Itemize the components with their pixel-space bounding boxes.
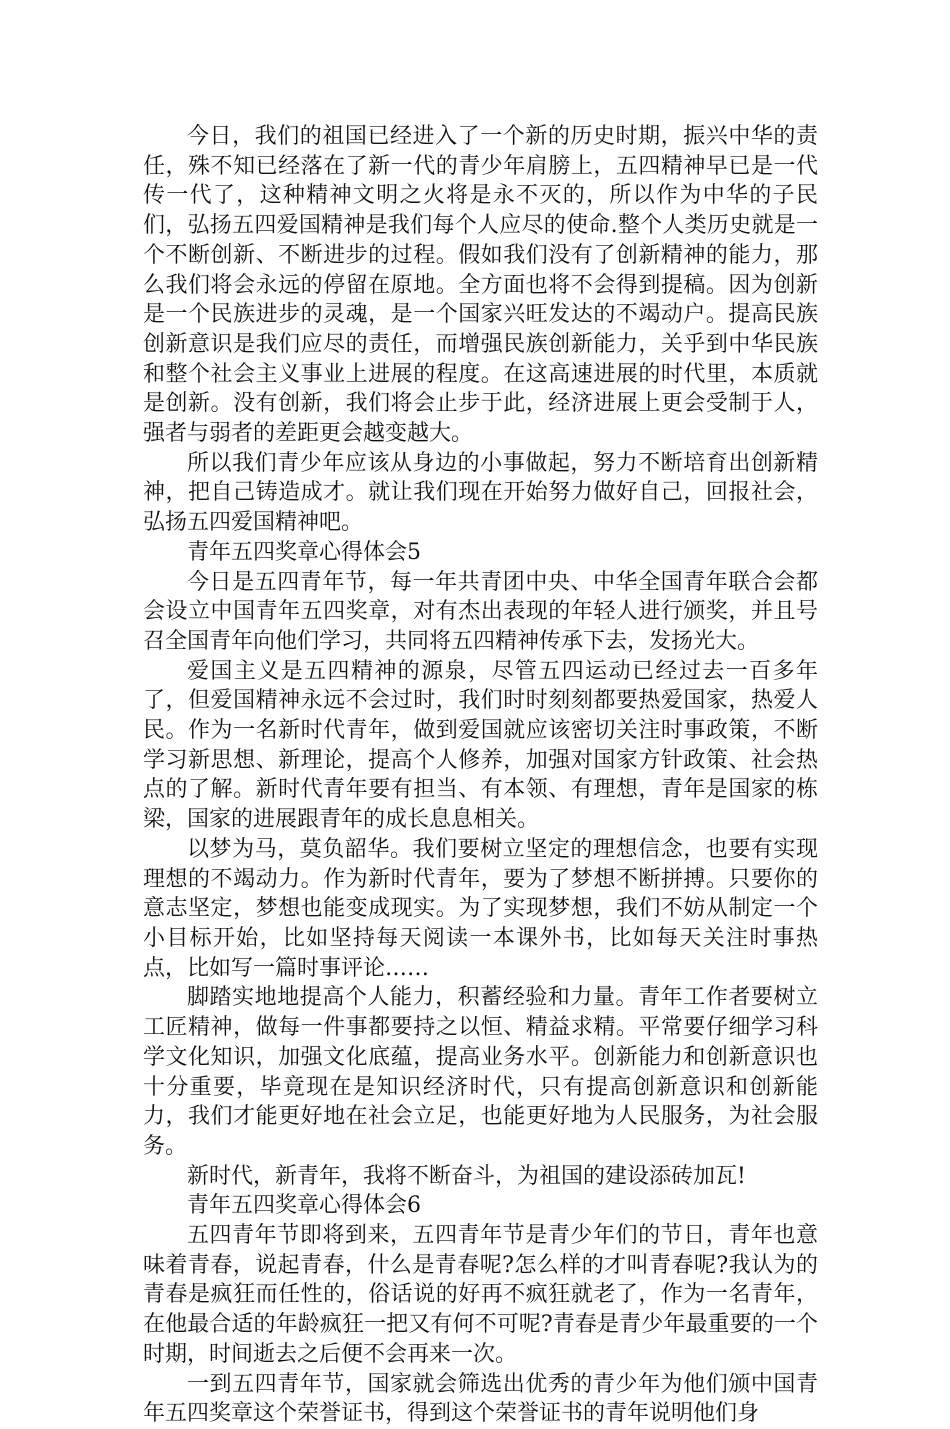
paragraph-what-is-youth: 五四青年节即将到来，五四青年节是青少年们的节日，青年也意味着青春，说起青春，什么是青春呢?怎么样的才叫青春呢?我认为的青春是疯狂而任性的，俗话说的好再不疯狂就老了，作为一名青年，在他最合适的年龄疯狂一把又有何不可呢?青春是青少年最重要的一个时期，时间逝去之后便不会再来一次。 [143, 1223, 818, 1367]
section-heading-5: 青年五四奖章心得体会5 [187, 539, 421, 565]
paragraph-dream: 以梦为马，莫负韶华。我们要树立坚定的理想信念，也要有实现理想的不竭动力。作为新时代青年，要为了梦想不断拼搏。只要你的意志坚定，梦想也能变成现实。为了实现梦想，我们不妨从制定一个小目标开始，比如坚持每天阅读一本课外书，比如每天关注时事热点，比如写一篇时事评论…… [143, 836, 818, 981]
paragraph-patriotism: 爱国主义是五四精神的源泉，尽管五四运动已经过去一百多年了，但爱国精神永远不会过时，我们时时刻刻都要热爱国家，热爱人民。作为一名新时代青年，做到爱国就应该密切关注时事政策，不断学习新思想、新理论，提高个人修养，加强对国家方针政策、社会热点的了解。新时代青年要有担当、有本领、有理想，青年是国家的栋梁，国家的进展跟青年的成长息息相关。 [143, 658, 818, 833]
document-body [143, 122, 818, 1429]
paragraph-improve-ability: 脚踏实地地提高个人能力，积蓄经验和力量。青年工作者要树立工匠精神，做每一件事都要持之以恒、精益求精。平常要仔细学习科学文化知识，加强文化底蕴，提高业务水平。创新能力和创新意识也十分重要，毕竟现在是知识经济时代，只有提高创新意识和创新能力，我们才能更好地在社会立足，也能更好地为人民服务，为社会服务。 [143, 985, 818, 1159]
paragraph-award-certificate: 一到五四青年节，国家就会筛选出优秀的青少年为他们颁中国青年五四奖章这个荣誉证书，得到这个荣誉证书的青年说明他们身 [143, 1371, 818, 1427]
paragraph-youth-innovation: 所以我们青少年应该从身边的小事做起，努力不断培育出创新精神，把自己铸造成才。就让我们现在开始努力做好自己，回报社会，弘扬五四爱国精神吧。 [143, 450, 818, 536]
paragraph-youth-day-award: 今日是五四青年节，每一年共青团中央、中华全国青年联合会都会设立中国青年五四奖章，对有杰出表现的年轻人进行颁奖，并且号召全国青年向他们学习，共同将五四精神传承下去，发扬光大。 [143, 569, 818, 654]
paragraph-rejuvenation-duty: 今日，我们的祖国已经进入了一个新的历史时期，振兴中华的责任，殊不知已经落在了新一代的青少年肩膀上，五四精神早已是一代传一代了，这种精神文明之火将是永不灭的，所以作为中华的子民们，弘扬五四爱国精神是我们每个人应尽的使命.整个人类历史就是一个不断创新、不断进步的过程。假如我们没有了创新精神的能力，那么我们将会永远的停留在原地。全方面也将不会得到提稿。因为创新是一个民族进步的灵魂，是一个国家兴旺发达的不竭动户。提高民族创新意识是我们应尽的责任，而增强民族创新能力，关乎到中华民族和整个社会主义事业上进展的程度。在这高速进展的时代里，本质就是创新。没有创新，我们将会止步于此，经济进展上更会受制于人，强者与弱者的差距更会越变越大。 [143, 124, 818, 447]
paragraph-new-era: 新时代，新青年，我将不断奋斗，为祖国的建设添砖加瓦! [187, 1163, 746, 1189]
section-heading-6: 青年五四奖章心得体会6 [187, 1193, 421, 1219]
